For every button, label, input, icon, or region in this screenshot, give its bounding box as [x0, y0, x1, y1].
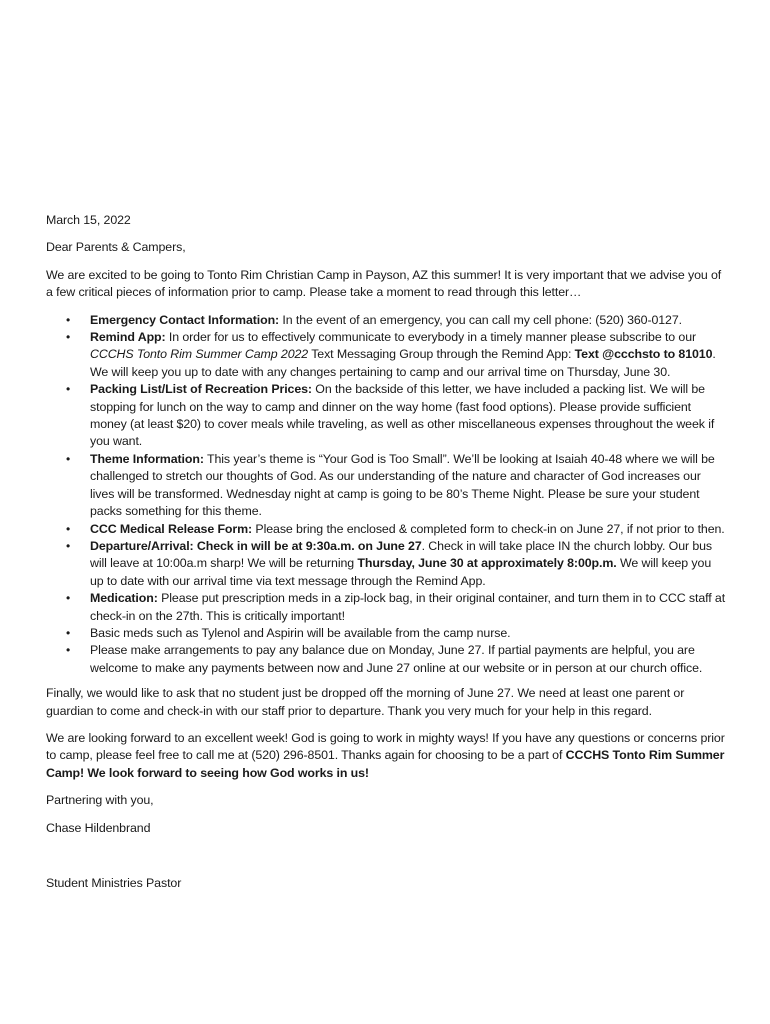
signature-space [46, 847, 728, 875]
item-return-time: Thursday, June 30 at approximately 8:00p.m. [357, 556, 617, 571]
list-item-medication [46, 590, 728, 625]
bullet-icon: • [66, 451, 71, 466]
item-text: Basic meds such as Tylenol and Aspirin will be available from the camp nurse. [90, 625, 511, 640]
signer-title: Student Ministries Pastor [46, 876, 182, 890]
bullet-icon: • [66, 591, 71, 606]
letter-date: March 15, 2022 [46, 213, 131, 227]
item-label: Medication: [90, 591, 158, 606]
item-text: Text Messaging Group through the Remind App: [308, 347, 575, 362]
bullet-icon: • [66, 538, 71, 553]
item-label: CCC Medical Release Form: [90, 521, 253, 536]
item-label: Packing List/List of Recreation Prices: [90, 382, 312, 397]
closing-paragraph [46, 730, 728, 782]
signoff: Partnering with you, [46, 793, 154, 808]
item-text: In order for us to effectively communicate to everybody in a timely manner please subscribe to our [165, 330, 697, 345]
signer-name: Chase Hildenbrand [46, 820, 151, 835]
bullet-icon: • [66, 382, 71, 397]
bullet-icon: • [66, 625, 71, 640]
item-text: Please make arrangements to pay any balance due on Monday, June 27. If partial payments are helpful, you are welcome to make any payments between now and June 27 online at our website or in person at our church office. [90, 643, 703, 675]
list-item-basic-meds [46, 625, 728, 642]
item-label: Emergency Contact Information: [90, 312, 280, 327]
item-group-name: CCCHS Tonto Rim Summer Camp 2022 [90, 347, 309, 362]
item-label: Departure/Arrival: Check in will be at 9:30a.m. on June 27 [90, 538, 422, 553]
item-text-code: Text @ccchsto to 81010 [574, 347, 713, 362]
list-item-emergency-contact [46, 312, 728, 329]
bullet-icon: • [66, 330, 71, 345]
list-item-payments [46, 642, 728, 677]
closing-bold-text: CCCHS Tonto Rim Summer Camp! We look forward to seeing how God works in us! [46, 748, 725, 780]
list-item-packing-list [46, 381, 728, 451]
item-text: In the event of an emergency, you can call my cell phone: (520) 360-0127. [279, 312, 682, 327]
letter [46, 212, 728, 902]
info-list [46, 312, 728, 678]
list-item-remind-app [46, 329, 728, 381]
list-item-theme [46, 451, 728, 521]
item-text: Please put prescription meds in a zip-lock bag, in their original container, and turn them in to CCC staff at check-in on the 27th. This is critically important! [90, 591, 726, 623]
item-text: We will keep you up to date with our arrival time via text message through the Remind App. [90, 556, 712, 588]
finally-paragraph: Finally, we would like to ask that no student just be dropped off the morning of June 27. We need at least one parent or guardian to come and check-in with our staff prior to departure. Thank you very much for your help in this regard. [46, 686, 685, 718]
closing-text: We are looking forward to an excellent week! God is going to work in mighty ways! If you have any questions or concerns prior to camp, please feel free to call me at (520) 296-8501. Thanks again for choosing to be a part of [46, 730, 725, 763]
item-text: On the backside of this letter, we have included a packing list. We will be stopping for lunch on the way to camp and dinner on the way home (fast food options). Please provide sufficient money (at least $20) to cover meals while traveling, as well as other miscellaneous expenses throughout the week if you want. [90, 382, 715, 449]
item-label: Theme Information: [90, 451, 204, 466]
bullet-icon: • [66, 643, 71, 658]
item-text: This year’s theme is “Your God is Too Small”. We’ll be looking at Isaiah 40-48 where we will be challenged to stretch our thoughts of God. As our understanding of the nature and character of God increases our lives will be transformed. Wednesday night at camp is going to be 80’s Theme Night. Please be sure your student packs something for this theme. [90, 451, 715, 519]
intro-paragraph: We are excited to be going to Tonto Rim Christian Camp in Payson, AZ this summer! It is very important that we advise you of a few critical pieces of information prior to camp. Please take a moment to read through this letter… [46, 267, 722, 300]
bullet-icon: • [66, 312, 71, 327]
item-text: Please bring the enclosed & completed form to check-in on June 27, if not prior to then. [252, 521, 725, 536]
item-text: . Check in will take place IN the church lobby. Our bus will leave at 10:00a.m sharp! We will be returning [90, 538, 713, 571]
bullet-icon: • [66, 521, 71, 536]
item-text: . We will keep you up to date with any changes pertaining to camp and our arrival time on Thursday, June 30. [90, 347, 716, 379]
list-item-medical-form [46, 521, 728, 538]
item-label: Remind App: [90, 330, 166, 345]
salutation: Dear Parents & Campers, [46, 240, 186, 255]
list-item-departure-arrival [46, 538, 728, 590]
